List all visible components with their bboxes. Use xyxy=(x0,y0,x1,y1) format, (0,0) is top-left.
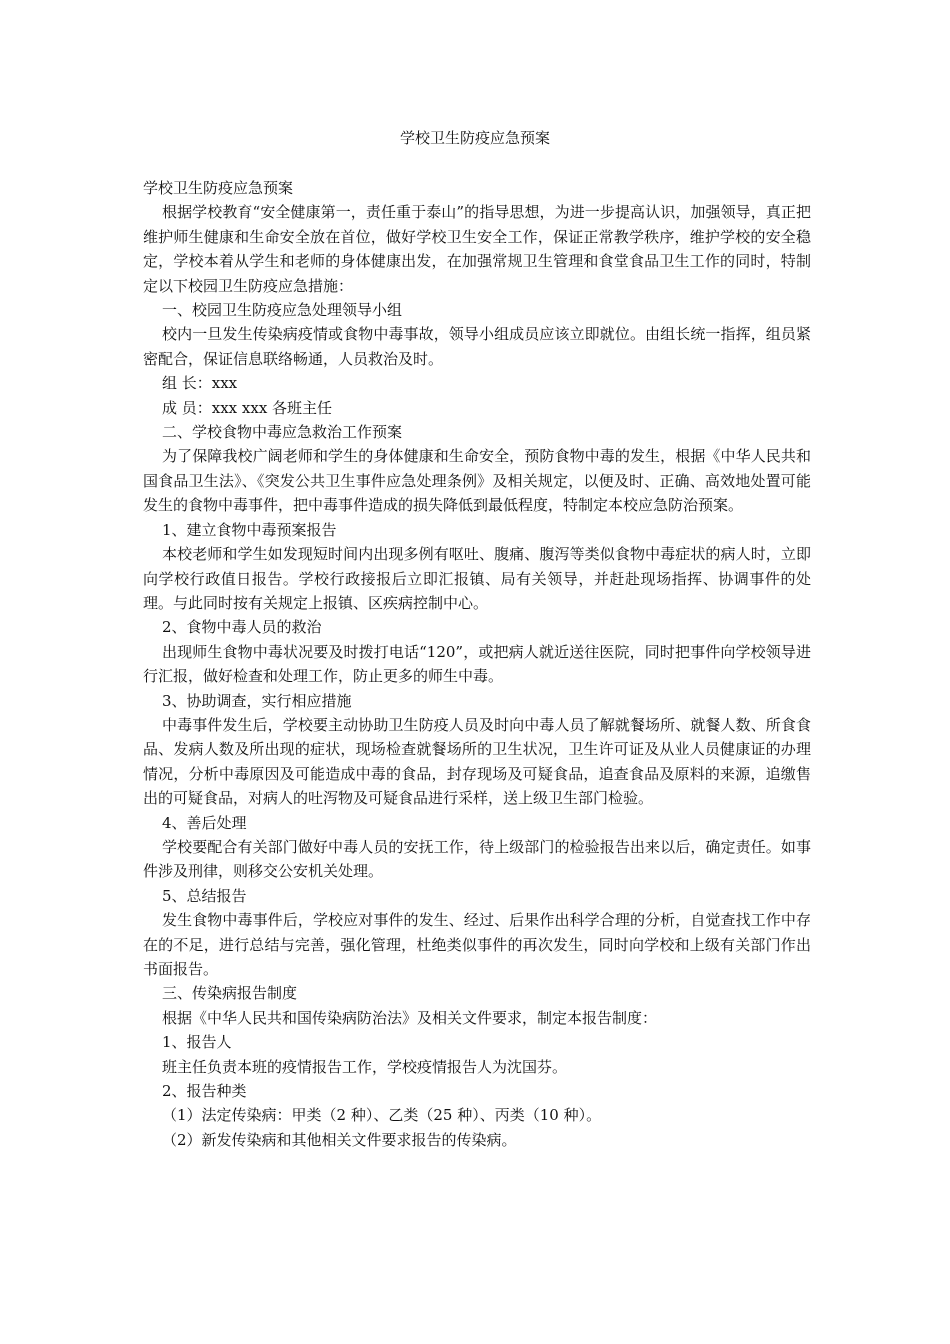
subheading: 1、报告人 xyxy=(162,1033,232,1052)
list-item: （2）新发传染病和其他相关文件要求报告的传染病。 xyxy=(162,1130,517,1149)
team-leader-line: 组 长：xxx xyxy=(162,374,238,393)
subheading: 4、善后处理 xyxy=(162,813,247,832)
team-members-line: 成 员：xxx xxx 各班主任 xyxy=(162,398,333,417)
document-title: 学校卫生防疫应急预案 xyxy=(399,129,550,147)
paragraph: 中毒事件发生后，学校要主动协助卫生防疫人员及时向中毒人员了解就餐场所、就餐人数、所食食品、发病人数及所出现的症状，现场检查就餐场所的卫生状况，卫生许可证及从业人员健康证的办理情况，分析中毒原因及可能造成中毒的食品，封存现场及可疑食品，追查食品及原料的来源，追缴售出的可疑食品，对病人的吐泻物及可疑食品进行采样，送上级卫生部门检验。 xyxy=(143,715,811,808)
section-heading-1: 一、校园卫生防疫应急处理领导小组 xyxy=(162,301,403,320)
subheading: 5、总结报告 xyxy=(162,886,247,905)
heading-repeat: 学校卫生防疫应急预案 xyxy=(143,179,294,197)
subheading: 1、建立食物中毒预案报告 xyxy=(162,520,337,539)
intro-paragraph: 根据学校教育“安全健康第一，责任重于泰山”的指导思想，为进一步提高认识，加强领导，真正把维护师生健康和生命安全放在首位，做好学校卫生安全工作，保证正常教学秩序，维护学校的安全稳定，学校本着从学生和老师的身体健康出发，在加强常规卫生管理和食堂食品卫生工作的同时，特制定以下校园卫生防疫应急措施： xyxy=(143,203,811,295)
paragraph: 校内一旦发生传染病疫情或食物中毒事故，领导小组成员应该立即就位。由组长统一指挥，组员紧密配合，保证信息联络畅通，人员救治及时。 xyxy=(143,325,811,368)
list-item: （1）法定传染病：甲类（2 种）、乙类（25 种）、丙类（10 种）。 xyxy=(162,1106,602,1125)
paragraph: 本校老师和学生如发现短时间内出现多例有呕吐、腹痛、腹泻等类似食物中毒症状的病人时，立即向学校行政值日报告。学校行政接报后立即汇报镇、局有关领导，并赶赴现场指挥、协调事件的处理。与此同时按有关规定上报镇、区疾病控制中心。 xyxy=(143,545,811,612)
paragraph: 出现师生食物中毒状况要及时拨打电话“120”，或把病人就近送往医院，同时把事件向学校领导进行汇报，做好检查和处理工作，防止更多的师生中毒。 xyxy=(143,642,811,686)
paragraph: 为了保障我校广阔老师和学生的身体健康和生命安全，预防食物中毒的发生，根据《中华人民共和国食品卫生法》、《突发公共卫生事件应急处理条例》及相关规定，以便及时、正确、高效地处置可能发生的食物中毒事件，把中毒事件造成的损失降低到最低程度，特制定本校应急防治预案。 xyxy=(143,447,811,515)
paragraph: 根据《中华人民共和国传染病防治法》及相关文件要求，制定本报告制度： xyxy=(162,1008,658,1027)
section-heading-2: 二、学校食物中毒应急救治工作预案 xyxy=(162,423,403,442)
subheading: 2、报告种类 xyxy=(162,1082,247,1101)
paragraph: 学校要配合有关部门做好中毒人员的安抚工作，待上级部门的检验报告出来以后，确定责任。如事件涉及刑律，则移交公安机关处理。 xyxy=(143,837,811,881)
paragraph: 班主任负责本班的疫情报告工作，学校疫情报告人为沈国芬。 xyxy=(162,1057,568,1076)
paragraph: 发生食物中毒事件后，学校应对事件的发生、经过、后果作出科学合理的分析，自觉查找工作中存在的不足，进行总结与完善，强化管理，杜绝类似事件的再次发生，同时向学校和上级有关部门作出书面报告。 xyxy=(143,911,811,978)
subheading: 3、协助调查，实行相应措施 xyxy=(162,691,352,710)
section-heading-3: 三、传染病报告制度 xyxy=(162,984,298,1003)
document-body xyxy=(143,176,811,1152)
subheading: 2、食物中毒人员的救治 xyxy=(162,618,322,637)
